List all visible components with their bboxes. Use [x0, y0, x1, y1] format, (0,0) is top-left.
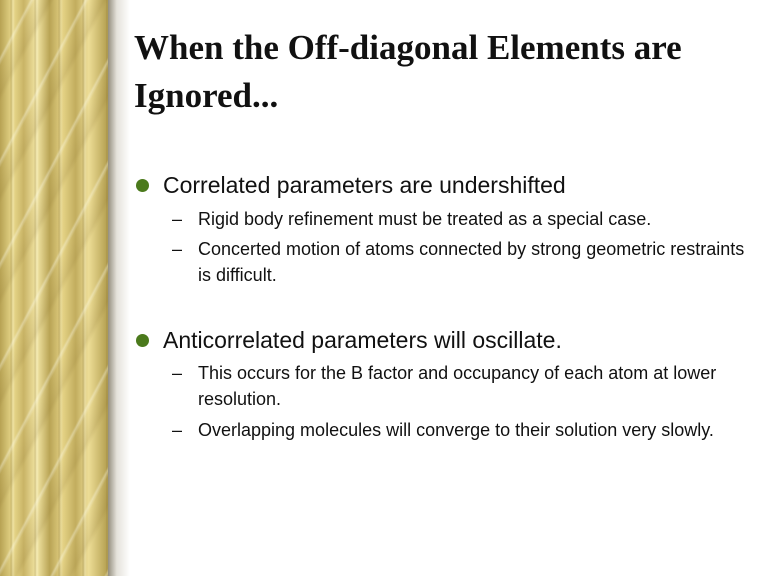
dash-icon: –	[172, 239, 183, 259]
sub-bullet-text: Concerted motion of atoms connected by strong geometric restraints is difficult.	[198, 239, 745, 285]
bullet-text: Correlated parameters are undershifted	[163, 172, 566, 198]
dash-icon: –	[172, 209, 183, 229]
slide-title: When the Off-diagonal Elements are Ignored...	[134, 28, 682, 115]
sub-bullet-item	[172, 360, 760, 412]
bullet-dot-icon	[136, 179, 149, 192]
sub-bullet-item	[172, 206, 760, 232]
sub-bullet-text: Rigid body refinement must be treated as a special case.	[198, 209, 652, 229]
sub-bullet-text: This occurs for the B factor and occupancy of each atom at lower resolution.	[198, 363, 717, 409]
bullet-text: Anticorrelated parameters will oscillate.	[163, 327, 562, 353]
sub-bullet-item	[172, 236, 760, 288]
sub-bullet-text: Overlapping molecules will converge to their solution very slowly.	[198, 420, 714, 440]
bullet-item	[136, 326, 562, 354]
sidebar-shadow	[108, 0, 130, 576]
bullet-item	[136, 171, 566, 199]
dash-icon: –	[172, 363, 183, 383]
sub-bullet-item	[172, 417, 760, 443]
dash-icon: –	[172, 420, 183, 440]
bullet-dot-icon	[136, 334, 149, 347]
sidebar-texture	[0, 0, 108, 576]
